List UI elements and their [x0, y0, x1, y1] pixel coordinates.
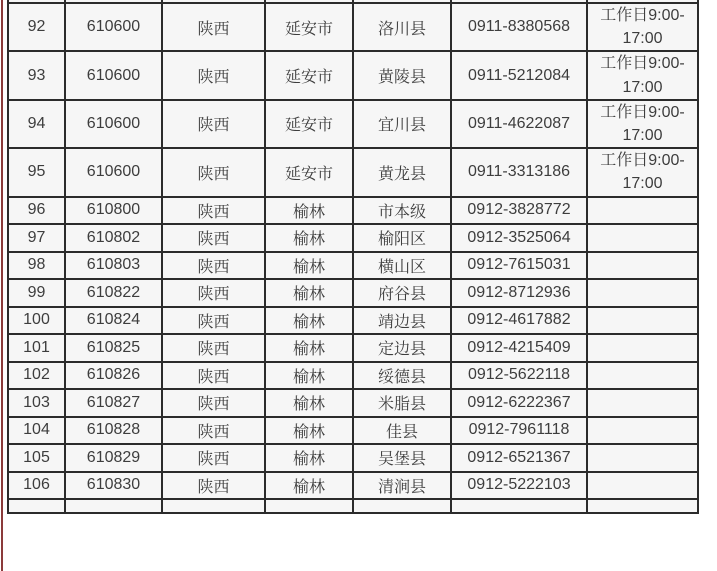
- cell-code: 610600: [65, 100, 162, 148]
- cell-district: 清涧县: [353, 472, 451, 500]
- table-row: [8, 444, 698, 472]
- cell-hours: [587, 279, 698, 307]
- cell-province: 陕西: [162, 51, 265, 99]
- cell-district: 吴堡县: [353, 444, 451, 472]
- cell-code: 610800: [65, 197, 162, 225]
- cell-code: 610600: [65, 148, 162, 196]
- cell-code: 610827: [65, 389, 162, 417]
- cell-empty: [265, 499, 353, 513]
- cell-district: 横山区: [353, 252, 451, 280]
- cell-province: 陕西: [162, 334, 265, 362]
- cell-empty: [162, 499, 265, 513]
- cell-city: 榆林: [265, 307, 353, 335]
- cell-city: 榆林: [265, 279, 353, 307]
- cell-district: 洛川县: [353, 3, 451, 51]
- cell-province: 陕西: [162, 307, 265, 335]
- cell-province: 陕西: [162, 389, 265, 417]
- cell-phone: 0911-5212084: [451, 51, 587, 99]
- left-edge-rule: [1, 0, 3, 571]
- cell-city: 榆林: [265, 362, 353, 390]
- cell-province: 陕西: [162, 362, 265, 390]
- cell-hours: [587, 252, 698, 280]
- cell-no: 103: [8, 389, 65, 417]
- cell-province: 陕西: [162, 100, 265, 148]
- cell-district: 绥德县: [353, 362, 451, 390]
- cell-phone: 0912-4215409: [451, 334, 587, 362]
- cell-no: 106: [8, 472, 65, 500]
- table-row: [8, 100, 698, 148]
- cell-phone: 0912-6521367: [451, 444, 587, 472]
- cell-phone: 0912-5622118: [451, 362, 587, 390]
- cell-province: 陕西: [162, 279, 265, 307]
- cell-hours: 工作日9:00-17:00: [587, 148, 698, 196]
- table-row: [8, 148, 698, 196]
- cell-city: 延安市: [265, 51, 353, 99]
- cell-empty: [451, 499, 587, 513]
- cell-no: 99: [8, 279, 65, 307]
- cell-code: 610600: [65, 3, 162, 51]
- cell-hours: 工作日9:00-17:00: [587, 100, 698, 148]
- cell-no: 100: [8, 307, 65, 335]
- table-body: [8, 0, 698, 513]
- cell-district: 米脂县: [353, 389, 451, 417]
- cell-hours: [587, 334, 698, 362]
- hotline-table: [7, 0, 699, 514]
- cell-hours: [587, 307, 698, 335]
- cell-hours: [587, 389, 698, 417]
- cell-empty: [587, 499, 698, 513]
- cell-code: 610830: [65, 472, 162, 500]
- cell-no: 105: [8, 444, 65, 472]
- cell-code: 610825: [65, 334, 162, 362]
- cell-code: 610600: [65, 51, 162, 99]
- cell-district: 佳县: [353, 417, 451, 445]
- cell-district: 黄龙县: [353, 148, 451, 196]
- cell-city: 榆林: [265, 444, 353, 472]
- cell-province: 陕西: [162, 224, 265, 252]
- cell-no: 101: [8, 334, 65, 362]
- cell-province: 陕西: [162, 148, 265, 196]
- cell-district: 市本级: [353, 197, 451, 225]
- cell-province: 陕西: [162, 444, 265, 472]
- cell-city: 榆林: [265, 252, 353, 280]
- cell-hours: 工作日9:00-17:00: [587, 51, 698, 99]
- cell-hours: [587, 197, 698, 225]
- cell-empty: [65, 499, 162, 513]
- cell-city: 榆林: [265, 197, 353, 225]
- table-row: [8, 472, 698, 500]
- table-row: [8, 389, 698, 417]
- cell-phone: 0912-6222367: [451, 389, 587, 417]
- cell-code: 610828: [65, 417, 162, 445]
- cell-city: 榆林: [265, 417, 353, 445]
- cell-no: 98: [8, 252, 65, 280]
- cell-phone: 0912-5222103: [451, 472, 587, 500]
- cell-district: 宜川县: [353, 100, 451, 148]
- cell-district: 定边县: [353, 334, 451, 362]
- cell-hours: [587, 417, 698, 445]
- cell-province: 陕西: [162, 252, 265, 280]
- cell-phone: 0912-3525064: [451, 224, 587, 252]
- cell-city: 榆林: [265, 224, 353, 252]
- cell-no: 96: [8, 197, 65, 225]
- cell-phone: 0912-7615031: [451, 252, 587, 280]
- cell-code: 610824: [65, 307, 162, 335]
- cell-empty: [8, 499, 65, 513]
- cell-hours: [587, 362, 698, 390]
- cell-city: 延安市: [265, 3, 353, 51]
- partial-row-bottom: [8, 499, 698, 513]
- cell-phone: 0911-8380568: [451, 3, 587, 51]
- cell-no: 97: [8, 224, 65, 252]
- cell-no: 92: [8, 3, 65, 51]
- cell-no: 104: [8, 417, 65, 445]
- table-row: [8, 279, 698, 307]
- cell-city: 榆林: [265, 389, 353, 417]
- cell-phone: 0912-3828772: [451, 197, 587, 225]
- cell-phone: 0911-3313186: [451, 148, 587, 196]
- cell-district: 府谷县: [353, 279, 451, 307]
- cell-phone: 0911-4622087: [451, 100, 587, 148]
- cell-phone: 0912-8712936: [451, 279, 587, 307]
- cell-code: 610829: [65, 444, 162, 472]
- cell-hours: [587, 444, 698, 472]
- table-row: [8, 307, 698, 335]
- cell-hours: [587, 472, 698, 500]
- cell-province: 陕西: [162, 417, 265, 445]
- cell-code: 610826: [65, 362, 162, 390]
- cell-phone: 0912-4617882: [451, 307, 587, 335]
- cell-city: 榆林: [265, 334, 353, 362]
- cell-city: 榆林: [265, 472, 353, 500]
- cell-province: 陕西: [162, 472, 265, 500]
- cell-phone: 0912-7961118: [451, 417, 587, 445]
- table-row: [8, 197, 698, 225]
- cell-no: 94: [8, 100, 65, 148]
- cell-code: 610822: [65, 279, 162, 307]
- cell-hours: 工作日9:00-17:00: [587, 3, 698, 51]
- cell-no: 102: [8, 362, 65, 390]
- cell-no: 95: [8, 148, 65, 196]
- table-row: [8, 417, 698, 445]
- cell-district: 靖边县: [353, 307, 451, 335]
- cell-no: 93: [8, 51, 65, 99]
- table-row: [8, 3, 698, 51]
- cell-province: 陕西: [162, 3, 265, 51]
- cell-district: 榆阳区: [353, 224, 451, 252]
- cell-code: 610802: [65, 224, 162, 252]
- cell-city: 延安市: [265, 100, 353, 148]
- cell-district: 黄陵县: [353, 51, 451, 99]
- cell-city: 延安市: [265, 148, 353, 196]
- table-row: [8, 224, 698, 252]
- cell-code: 610803: [65, 252, 162, 280]
- cell-province: 陕西: [162, 197, 265, 225]
- table-row: [8, 51, 698, 99]
- cell-hours: [587, 224, 698, 252]
- table-row: [8, 362, 698, 390]
- cell-empty: [353, 499, 451, 513]
- table-row: [8, 252, 698, 280]
- table-row: [8, 334, 698, 362]
